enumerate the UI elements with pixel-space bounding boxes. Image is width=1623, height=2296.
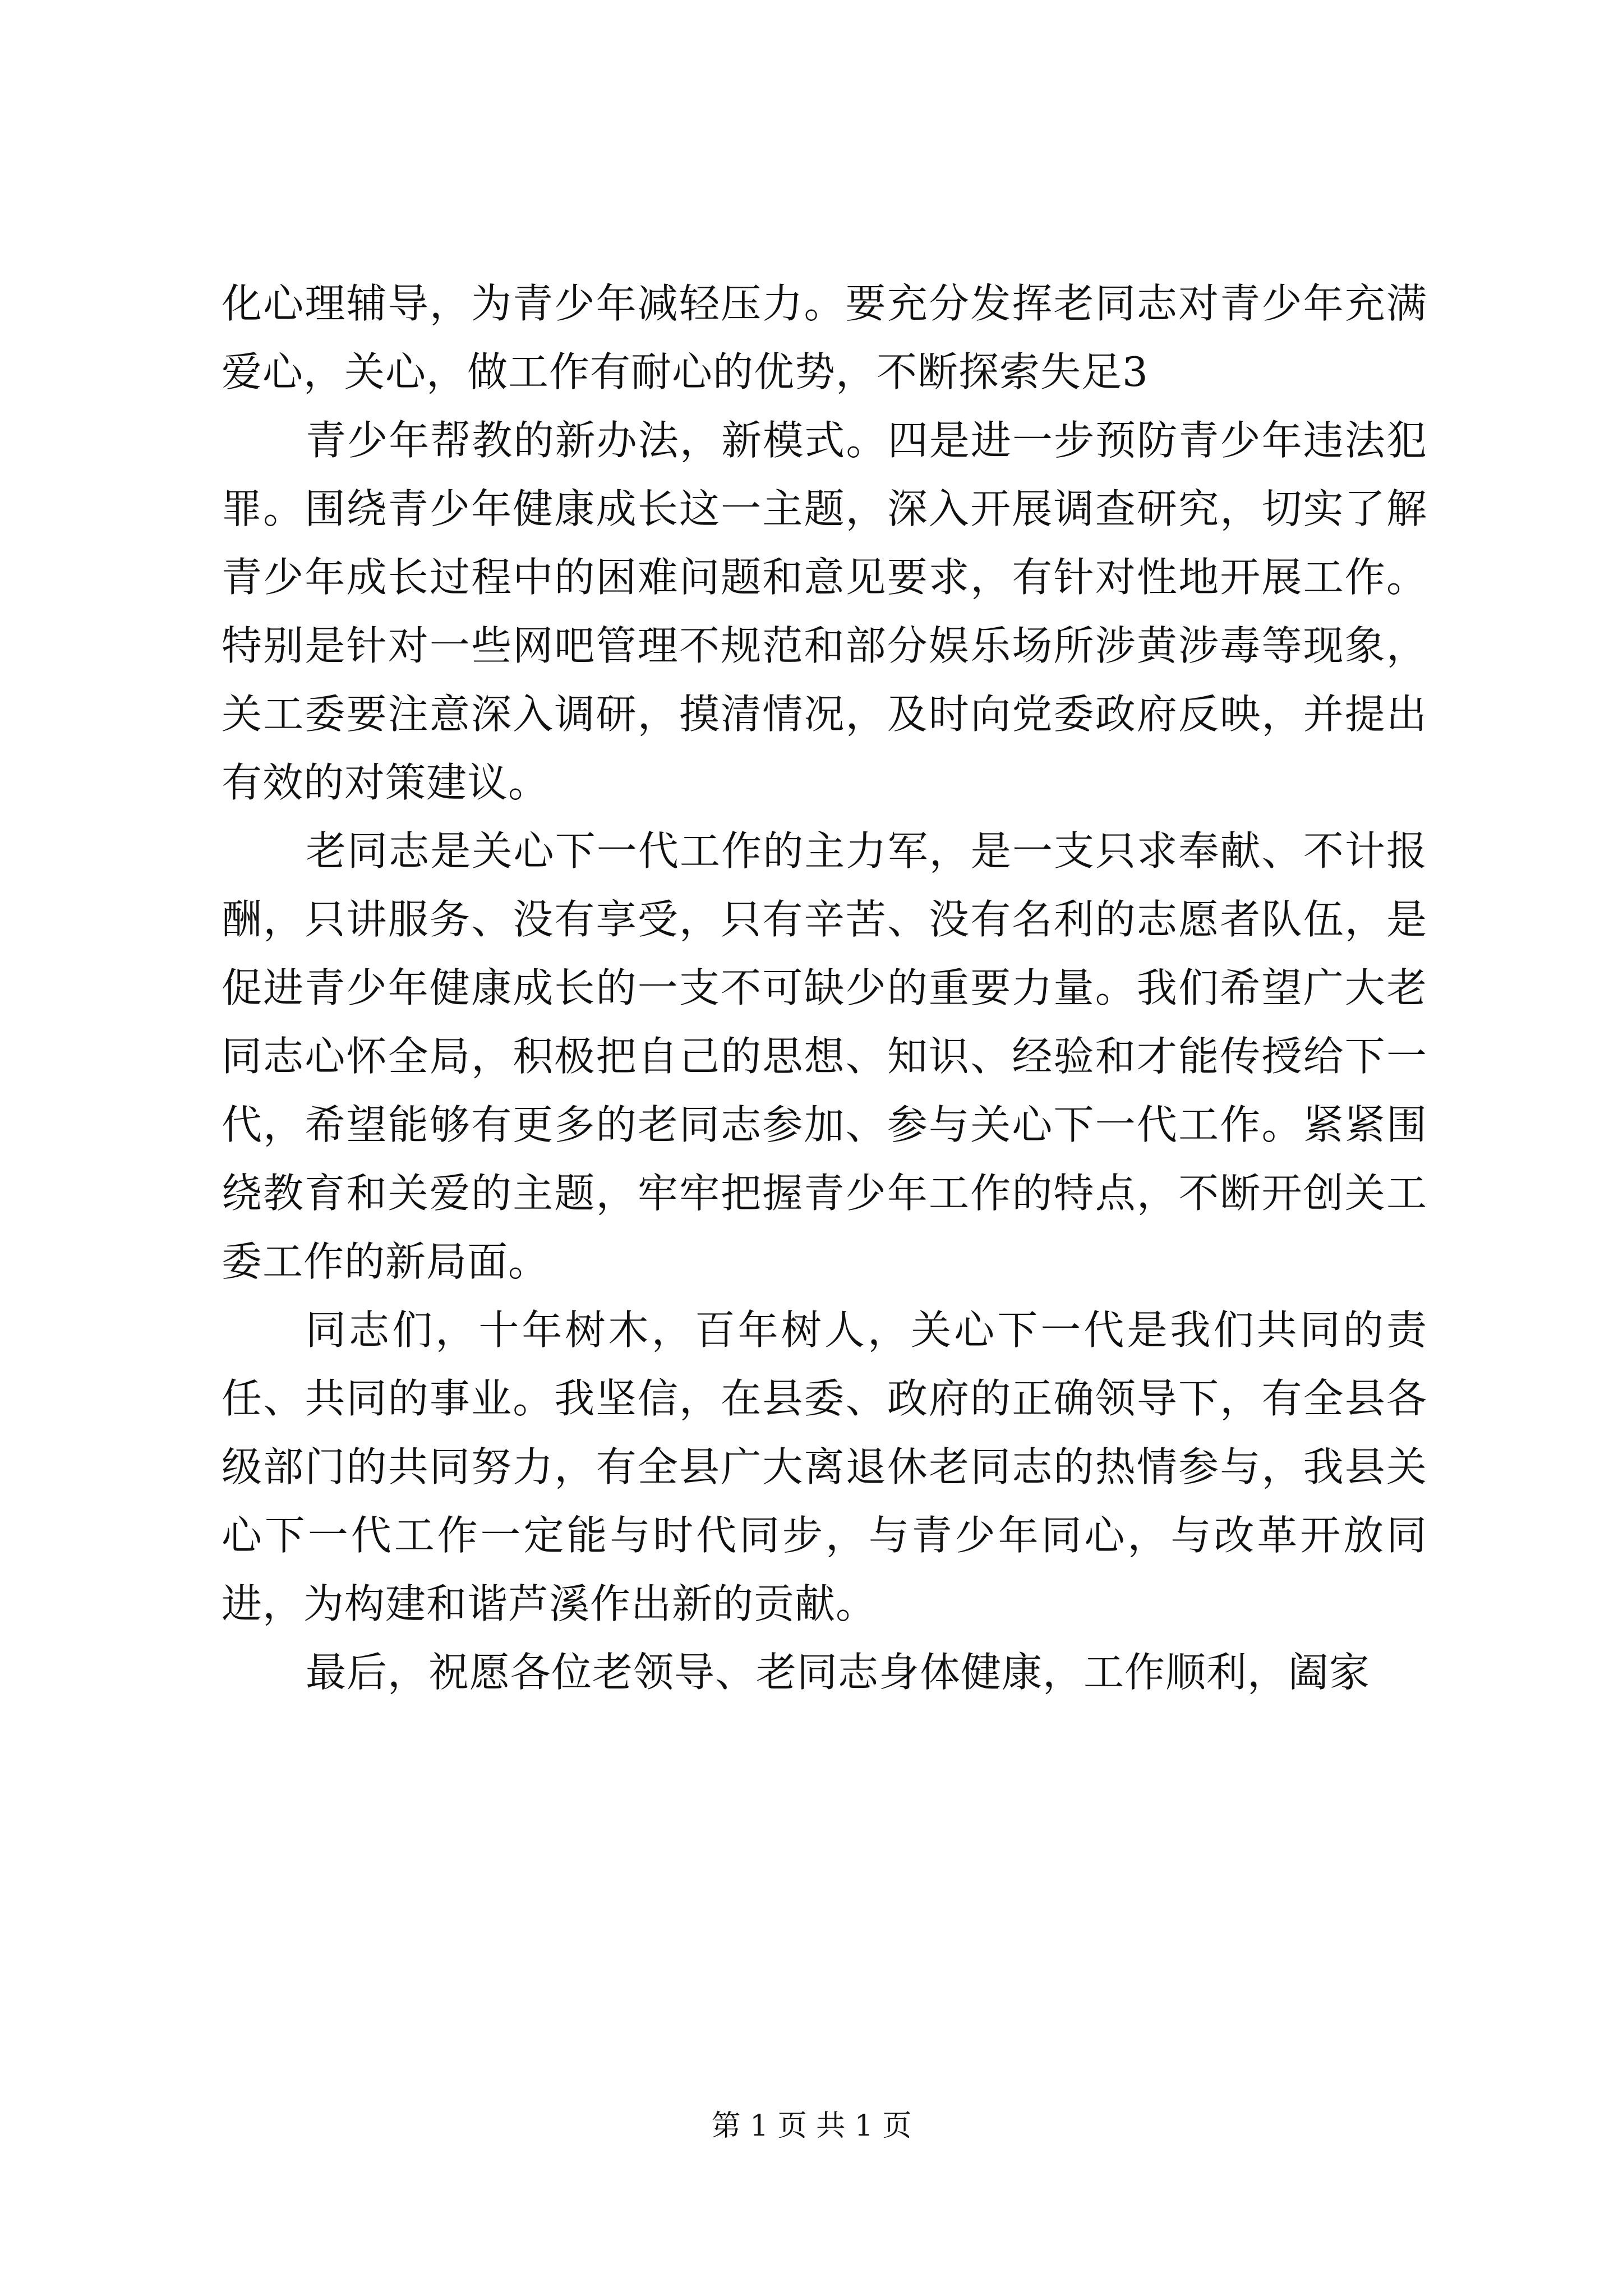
paragraph-4: 同志们，十年树木，百年树人，关心下一代是我们共同的责任、共同的事业。我坚信，在县委、政府的正确领导下，有全县各级部门的共同努力，有全县广大离退休老同志的热情参与，我县关心下一代工作一定能与时代同步，与青少年同心，与改革开放同进，为构建和谐芦溪作出新的贡献。 — [222, 1306, 1427, 1627]
paragraph-2: 青少年帮教的新办法，新模式。四是进一步预防青少年违法犯罪。围绕青少年健康成长这一主题，深入开展调查研究，切实了解青少年成长过程中的困难问题和意见要求，有针对性地开展工作。特别是针对一些网吧管理不规范和部分娱乐场所涉黄涉毒等现象，关工委要注意深入调研，摸清情况，及时向党委政府反映，并提出有效的对策建议。 — [222, 417, 1427, 806]
page-footer: 第 1 页 共 1 页 — [711, 2109, 912, 2143]
paragraph-5: 最后，祝愿各位老领导、老同志身体健康，工作顺利，阖家 — [306, 1649, 1371, 1696]
paragraph-3: 老同志是关心下一代工作的主力军，是一支只求奉献、不计报酬，只讲服务、没有享受，只有辛苦、没有名利的志愿者队伍，是促进青少年健康成长的一支不可缺少的重要力量。我们希望广大老同志心怀全局，积极把自己的思想、知识、经验和才能传授给下一代，希望能够有更多的老同志参加、参与关心下一代工作。紧紧围绕教育和关爱的主题，牢牢把握青少年工作的特点，不断开创关工委工作的新局面。 — [222, 827, 1427, 1285]
body-text — [222, 269, 1427, 1706]
paragraph-1: 化心理辅导，为青少年减轻压力。要充分发挥老同志对青少年充满爱心，关心，做工作有耐心的优势，不断探索失足3 — [222, 280, 1427, 395]
